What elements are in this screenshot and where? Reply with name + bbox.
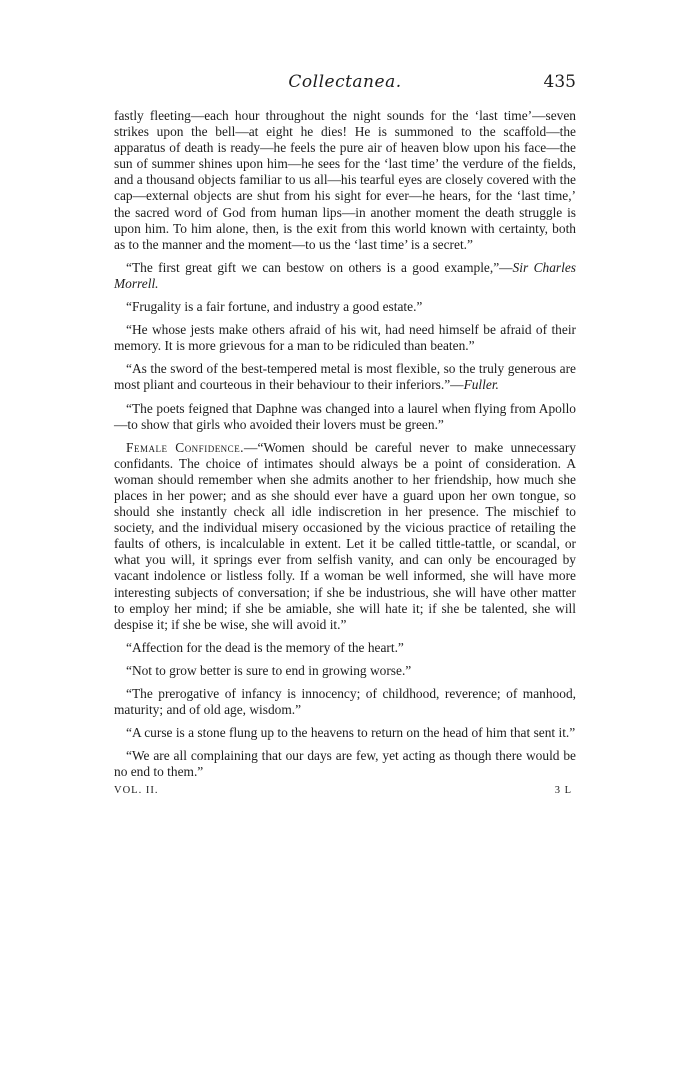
paragraph-female-confidence	[114, 440, 576, 633]
paragraph-quote-jests: “He whose jests make others afraid of his wit, had need himself be afraid of their memory. It is more grievous for a man to be ridiculed than beaten.”	[114, 322, 576, 354]
paragraph-quote-example	[114, 260, 576, 292]
quote-text: “As the sword of the best-tempered metal is most flexible, so the truly generous are most pliant and courteous in their behaviour to their inferiors.”—	[114, 361, 576, 393]
paragraph-quote-affection: “Affection for the dead is the memory of the heart.”	[126, 639, 404, 655]
paragraph-quote-curse: “A curse is a stone flung up to the heavens to return on the head of him that sent it.”	[126, 725, 576, 741]
paragraph-quote-frugality: “Frugality is a fair fortune, and industry a good estate.”	[126, 299, 423, 315]
section-text: —“Women should be careful never to make unnecessary confidants. The choice of intimates should always be a point of consideration. A woman should remember when she admits another to her friendship, how much she places in her power; and as she should ever have a guard upon her own tongue, so should she instantly check all idle indiscretion in her presence. The mischief to society, and the individual misery occasioned by the vicious practice of retailing the faults of others, is incalculable in extent. Let it be called tittle-tattle, or scandal, or what you will, it springs ever from selfish vanity, and can only be encouraged by vacant indolence or listless folly. If a woman be well informed, she will have more interesting subjects of conversation; if she be industrious, she will have other matter to employ her mind; if she be amiable, she will hate it; if she be talented, she will despise it; if she be wise, she will avoid it.”	[114, 439, 576, 632]
signature-mark: 3 L	[554, 785, 572, 797]
paragraph-quote-complaining: “We are all complaining that our days are few, yet acting as though there would be no end to them.”	[114, 748, 576, 780]
book-page	[114, 72, 576, 803]
paragraph-quote-prerogative: “The prerogative of infancy is innocency; of childhood, reverence; of manhood, maturity; and of old age, wisdom.”	[114, 686, 576, 718]
page-footer	[114, 785, 576, 803]
page-number: 435	[543, 72, 576, 92]
quote-attribution: Sir Charles Morrell.	[114, 259, 576, 291]
page-header	[114, 72, 576, 102]
section-heading: Female Confidence.	[126, 439, 245, 455]
quote-text: “The first great gift we can bestow on others is a good example,”—	[126, 259, 513, 275]
quote-attribution: Fuller.	[463, 377, 499, 393]
paragraph-quote-grow-better: “Not to grow better is sure to end in growing worse.”	[126, 662, 412, 678]
paragraph-quote-daphne: “The poets feigned that Daphne was changed into a laurel when flying from Apollo—to show that girls who avoided their lovers must be green.”	[114, 400, 576, 432]
volume-mark: VOL. II.	[114, 785, 159, 797]
running-title: Collectanea.	[288, 72, 402, 92]
paragraph-quote-sword	[114, 361, 576, 393]
paragraph-continued-passage: fastly fleeting—each hour throughout the night sounds for the ‘last time’—seven strikes upon the bell—at eight he dies! He is summoned to the scaffold—the apparatus of death is ready—he feels the pure air of heaven blow upon his face—the sun of summer shines upon him—he sees for the ‘last time’ the verdure of the fields, and a thousand objects familiar to us all—his tearful eyes are closely covered with the cap—external objects are shut from his sight for ever—he hears, for the ‘last time,’ the sacred word of God from human lips—in another moment the death struggle is upon him. To him alone, then, is the exit from this world known with certainty, both as to the manner and the moment—to us the ‘last time’ is a secret.”	[114, 108, 576, 252]
page-body	[114, 108, 576, 780]
